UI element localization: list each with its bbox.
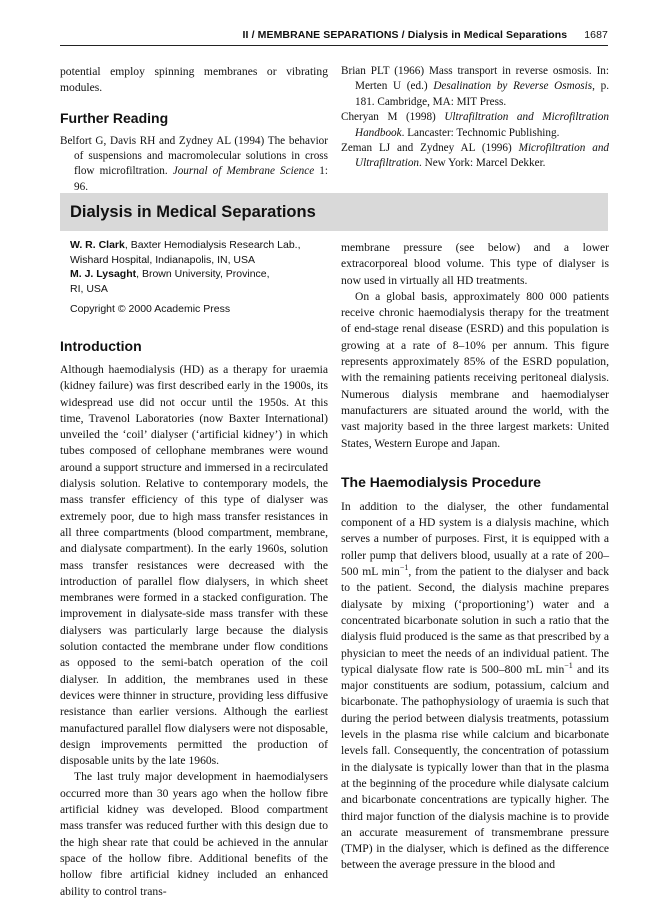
author-1-name: W. R. Clark xyxy=(70,239,125,251)
author-1-affiliation-line-2: Wishard Hospital, Indianapolis, IN, USA xyxy=(70,253,255,266)
left-body-column xyxy=(60,338,328,900)
author-2-affiliation-line-2: RI, USA xyxy=(70,282,108,295)
procedure-text-2: , from the patient to the dialyser and back to the patient. Second, the dialysis machine prepares dialysate by mixing (‘proportioning’) water and a concentrated bicarbonate solution in such a ratio that the dialysis fluid produced is the same as that prescribed by a physician to meet the needs of an individual patient. The typical dialysate flow rate is 500–800 mL min xyxy=(341,565,609,676)
reference-tail: . New York: Marcel Dekker. xyxy=(419,157,546,170)
reference-text: Belfort G, Davis RH and Zydney AL (1994) The behavior of suspensions and macromolecular solutions in cross flow microfiltration. xyxy=(60,134,328,178)
procedure-text-1: In addition to the dialyser, the other fundamental component of a HD system is a dialysis machine, which serves a number of purposes. First, it is equipped with a roller pump that delivers blood, usually at a rate of 200–500 mL min xyxy=(341,499,609,579)
further-reading-heading: Further Reading xyxy=(60,109,169,126)
reference-text: Brian PLT (1966) Mass transport in reverse osmosis. In: Merten U (ed.) xyxy=(341,65,609,93)
reference-title: Microfiltration and Ultrafiltration xyxy=(355,142,610,170)
reference-title: Desalination by Reverse Osmosis xyxy=(433,80,593,93)
article-title: Dialysis in Medical Separations xyxy=(70,203,316,221)
page-number: 1687 xyxy=(584,29,608,41)
header-rule xyxy=(60,45,608,46)
reference-journal: Journal of Membrane Science xyxy=(172,165,315,178)
article-title-banner xyxy=(60,193,608,231)
haemodialysis-procedure-heading: The Haemodialysis Procedure xyxy=(341,473,541,490)
author-2 xyxy=(70,267,330,282)
author-1 xyxy=(70,238,330,253)
introduction-paragraph-2: The last truly major development in haemodialysers occurred more than 30 years ago when the hollow fibre artificial kidney was developed. Blood compartment mass transfer was reduced further with this design due to the high shear rate that could be achieved in the annular space of the hollow fibre. Additional benefits of the hollow fibre artificial kidney included an enhanced ability to control trans- xyxy=(60,770,328,898)
reference-brian xyxy=(341,64,609,110)
reference-belfort xyxy=(60,134,328,196)
procedure-text-3: and its major constituents are sodium, potassium, calcium and bicarbonate. The pathophysiology of uraemia is such that during the period between dialysis treatments, potassium levels in the plasma rise while calcium and bicarbonate levels fall. Consequently, the concentration of potassium in the dialysate is typically lower than that in the plasma at the beginning of the procedure while dialysate calcium and bicarbonate concentrations are typically higher. The third major function of the dialysis machine is to provide an accurate measurement of transmembrane pressure (TMP) in the dialyser, which is defined as the difference between the average pressure in the blood and xyxy=(341,662,610,872)
reference-tail: , p. 181. Cambridge, MA: MIT Press. xyxy=(355,80,609,108)
continued-paragraph-right: membrane pressure (see below) and a lower extracorporeal blood volume. This type of dialyser is now used in virtually all HD treatments. xyxy=(341,241,609,287)
superscript-unit: −1 xyxy=(399,563,409,573)
introduction-heading: Introduction xyxy=(60,338,142,354)
reference-text: Cheryan M (1998) xyxy=(341,111,445,124)
running-head-title: II / MEMBRANE SEPARATIONS / Dialysis in Medical Separations xyxy=(242,29,568,41)
reference-cheryan xyxy=(341,110,609,141)
author-2-affiliation: , Brown University, Province, xyxy=(136,268,270,281)
procedure-paragraph xyxy=(341,499,609,874)
reference-text: Zeman LJ and Zydney AL (1996) xyxy=(341,142,519,155)
author-block xyxy=(70,238,330,317)
reference-tail: 1: 96. xyxy=(74,165,328,193)
right-body-column xyxy=(341,240,609,874)
introduction-paragraph-1: Although haemodialysis (HD) as a therapy for uraemia (kidney failure) was first described early in the 1900s, its widespread use did not occur until the 1950s. At this time, Travenol Laboratories (now Baxter International) unveiled the ‘coil’ dialyser (‘artificial kidney’) in which tubes composed of cellophane membranes were wound around a support structure and immersed in a recirculated dialysis solution. Relative to contemporary models, the mass transfer efficiency of this type of dialyser was extremely poor, due to high mass transfer resistances in all three compartments (blood compartment, membrane, and dialysate compartment). In the early 1960s, solution mass transfer resistances were decreased with the introduction of parallel flow dialysers, in which sheet membranes were formed in a stacked configuration. The improvement in dialysate-side mass transfer with these dialysers was particularly large because the dialysis solution contacted the membrane under flow conditions as opposed to the semi-batch operation of the coil dialyser. In addition, the membranes used in these devices were thinner in structure, providing less diffusive resistance than earlier versions. Although the earliest manufactured parallel flow dialysers were not disposable, design improvements permitted the production of disposable units by the late 1960s. xyxy=(60,363,328,768)
previous-article-right-column xyxy=(341,64,609,172)
global-statistics-paragraph: On a global basis, approximately 800 000 patients receive chronic haemodialysis therapy for the treatment of end-stage renal disease (ESRD) and this population is growing at a rate of 8–10% per annum. This figure represents approximately 85% of the ESRD population, with the remaining patients receiving peritoneal dialysis. Numerous dialysis membrane and haemodialyser manufacturers are situated around the world, with the vast majority based in the three largest markets: United States, Western Europe and Japan. xyxy=(341,289,609,450)
reference-tail: . Lancaster: Technomic Publishing. xyxy=(401,126,560,139)
author-2-name: M. J. Lysaght xyxy=(70,268,137,281)
running-head xyxy=(60,29,608,41)
continued-paragraph: potential employ spinning membranes or vibrating modules. xyxy=(60,65,328,95)
reference-zeman xyxy=(341,141,609,172)
copyright-notice: Copyright © 2000 Academic Press xyxy=(70,303,231,316)
previous-article-left-column xyxy=(60,64,328,195)
author-1-affiliation: , Baxter Hemodialysis Research Lab., xyxy=(124,239,301,251)
reference-title: Ultrafiltration and Microfiltration Handbook xyxy=(355,111,609,139)
superscript-unit: −1 xyxy=(564,660,573,670)
